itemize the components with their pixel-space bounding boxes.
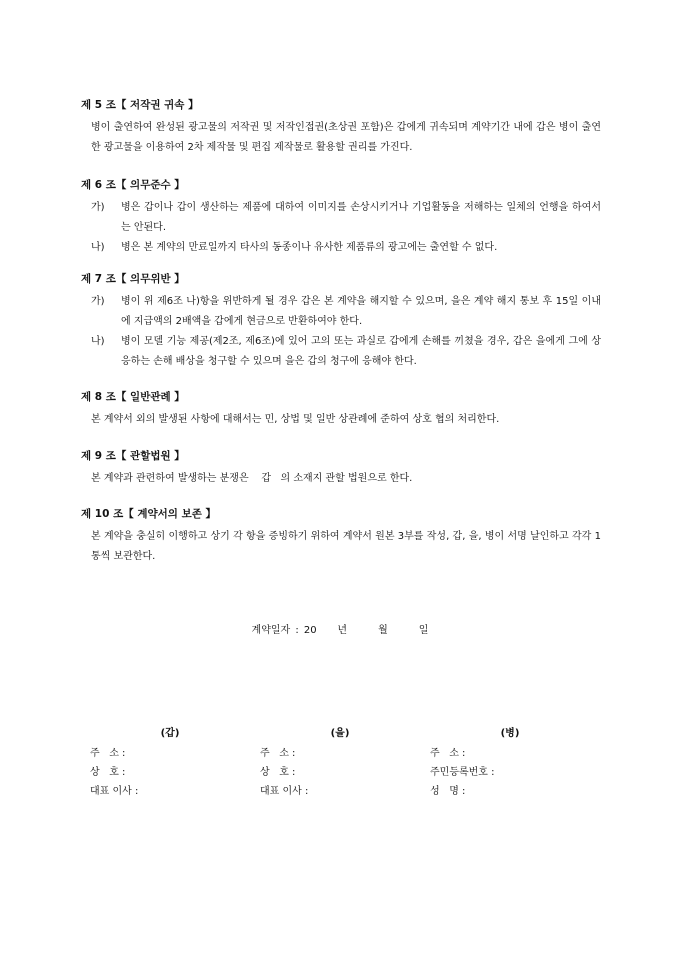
item-marker: 가) xyxy=(91,296,105,307)
party-byeong-name-label: 성 명 : xyxy=(430,786,466,797)
article-7 xyxy=(81,272,601,372)
article-5-text: 병이 출연하여 완성된 광고물의 저작권 및 저작인접권(초상권 포함)은 갑에게 귀속되며 계약기간 내에 갑은 병이 출연한 광고물을 이용하여 2차 제작물 및 편집 제작물로 활용할 권리를 가진다. xyxy=(91,122,601,153)
article-8-text: 본 계약서 외의 발생된 사항에 대해서는 민, 상법 및 일반 상관례에 준하여 상호 협의 처리한다. xyxy=(91,414,500,425)
article-6-title: 제 6 조【 의무준수 】 xyxy=(81,179,185,191)
party-byeong-address-label: 주 소 : xyxy=(430,748,466,759)
party-eul-address-label: 주 소 : xyxy=(260,748,296,759)
article-6-item-na xyxy=(91,238,601,258)
item-text: 병이 위 제6조 나)항을 위반하게 될 경우 갑은 본 계약을 해지할 수 있으며, 을은 계약 해지 통보 후 15일 이내에 지급액의 2배액을 갑에게 현금으로 반환하여야 한다. xyxy=(121,296,601,327)
item-marker: 나) xyxy=(91,336,105,347)
party-byeong-id-label: 주민등록번호 : xyxy=(430,767,495,778)
article-9-title: 제 9 조【 관할법원 】 xyxy=(81,450,185,462)
party-eul-block xyxy=(260,727,430,801)
article-7-item-ga xyxy=(91,292,601,332)
contract-date: 계약일자 : 20 년 월 일 xyxy=(251,625,429,636)
article-5-title: 제 5 조【 저작권 귀속 】 xyxy=(81,99,199,111)
article-10-text: 본 계약을 충실히 이행하고 상기 각 항을 증빙하기 위하여 계약서 원본 3부를 작성, 갑, 을, 병이 서명 날인하고 각각 1통씩 보관한다. xyxy=(91,531,601,562)
article-5 xyxy=(81,98,601,158)
article-6-item-ga xyxy=(91,198,601,238)
party-byeong-block xyxy=(430,727,600,801)
item-text: 병은 본 계약의 만료일까지 타사의 동종이나 유사한 제품류의 광고에는 출연할 수 없다. xyxy=(121,242,498,253)
article-10 xyxy=(81,507,601,567)
party-eul-title: (을) xyxy=(330,728,350,739)
party-eul-company-label: 상 호 : xyxy=(260,767,296,778)
party-gap-title: (갑) xyxy=(160,728,180,739)
party-gap-ceo-label: 대표 이사 : xyxy=(90,786,139,797)
party-gap-company-label: 상 호 : xyxy=(90,767,126,778)
article-8-title: 제 8 조【 일반관례 】 xyxy=(81,391,185,403)
party-byeong-title: (병) xyxy=(500,728,520,739)
article-9 xyxy=(81,449,601,489)
article-6 xyxy=(81,178,601,258)
item-text: 병은 갑이나 갑이 생산하는 제품에 대하여 이미지를 손상시키거나 기업활동을 저해하는 일체의 언행을 하여서는 안된다. xyxy=(121,202,601,233)
item-marker: 가) xyxy=(91,202,105,213)
party-gap-address-label: 주 소 : xyxy=(90,748,126,759)
item-marker: 나) xyxy=(91,242,105,253)
item-text: 병이 모델 기능 제공(제2조, 제6조)에 있어 고의 또는 과실로 갑에게 손해를 끼쳤을 경우, 갑은 을에게 그에 상응하는 손해 배상을 청구할 수 있으며 을은 갑의 청구에 응해야 한다. xyxy=(121,336,601,367)
party-eul-ceo-label: 대표 이사 : xyxy=(260,786,309,797)
article-10-title: 제 10 조【 계약서의 보존 】 xyxy=(81,508,217,520)
article-9-text: 본 계약과 관련하여 발생하는 분쟁은 갑 의 소재지 관할 법원으로 한다. xyxy=(91,473,413,484)
party-gap-block xyxy=(90,727,260,801)
article-8 xyxy=(81,390,601,430)
article-7-item-na xyxy=(91,332,601,372)
article-7-title: 제 7 조【 의무위반 】 xyxy=(81,273,185,285)
